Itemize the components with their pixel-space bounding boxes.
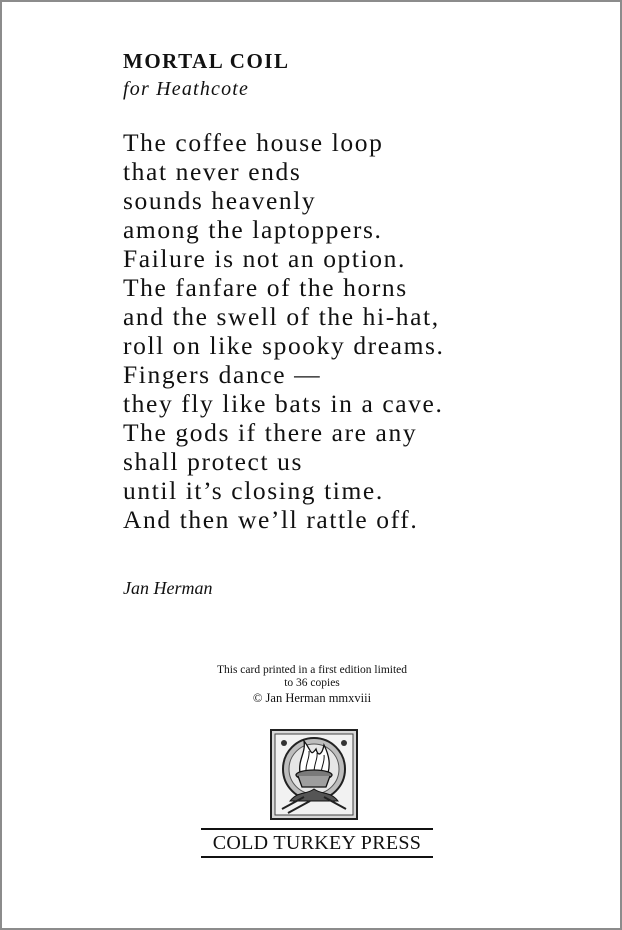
author-signature: Jan Herman xyxy=(123,578,213,598)
poem-line: The gods if there are any xyxy=(123,418,418,447)
poem-line: roll on like spooky dreams. xyxy=(123,331,445,360)
poem-line: among the laptoppers. xyxy=(123,215,383,244)
copyright-line: © Jan Herman mmxviii xyxy=(252,691,372,705)
poem-line: Fingers dance — xyxy=(123,360,322,389)
colophon-line: This card printed in a first edition limited xyxy=(216,664,408,676)
press-name: COLD TURKEY PRESS xyxy=(212,832,422,854)
colophon xyxy=(162,664,462,706)
flaming-urn-woodcut-icon xyxy=(270,729,358,820)
poem-line: Failure is not an option. xyxy=(123,244,406,273)
poem-line: sounds heavenly xyxy=(123,186,317,215)
press-rule-top xyxy=(201,828,433,830)
poem-title: MORTAL COIL xyxy=(123,49,290,73)
poem-line: And then we’ll rattle off. xyxy=(123,505,419,534)
press-rule-bottom xyxy=(201,856,433,858)
poem-line: until it’s closing time. xyxy=(123,476,384,505)
poem-body xyxy=(123,128,445,534)
poem-line: they fly like bats in a cave. xyxy=(123,389,444,418)
colophon-line: to 36 copies xyxy=(284,677,340,689)
poem-line: The coffee house loop xyxy=(123,128,384,157)
poem-line: shall protect us xyxy=(123,447,303,476)
poem-line: and the swell of the hi-hat, xyxy=(123,302,440,331)
dedication: for Heathcote xyxy=(123,78,250,100)
poem-line: that never ends xyxy=(123,157,302,186)
poem-line: The fanfare of the horns xyxy=(123,273,408,302)
